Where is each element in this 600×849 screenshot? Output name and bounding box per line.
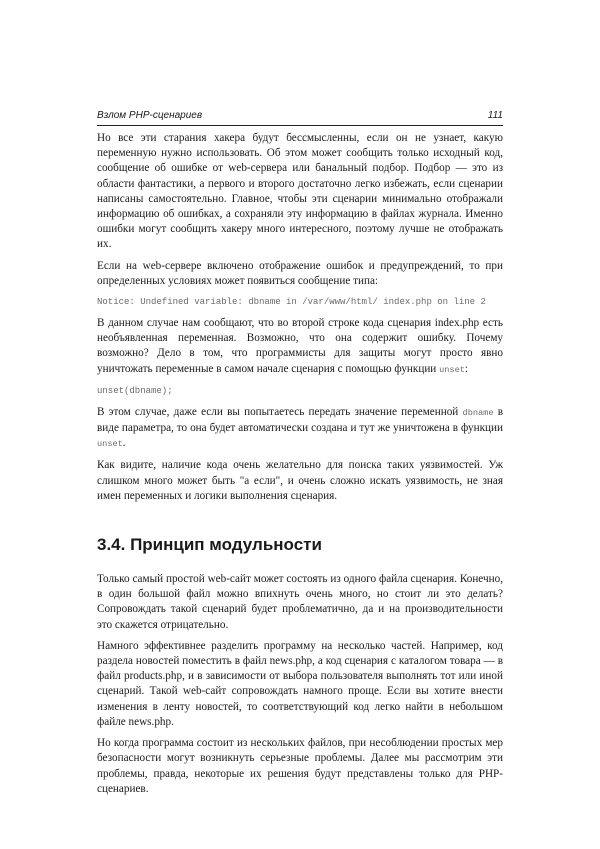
text-fragment: В этом случае, даже если вы попытаетесь передать значение переменной xyxy=(97,405,459,418)
paragraph xyxy=(97,316,503,378)
paragraph: Если на web-сервере включено отображение ошибок и предупреждений, то при определенных условиях может появиться сообщение типа: xyxy=(97,259,503,287)
text-fragment: . xyxy=(122,437,126,450)
text-fragment: : xyxy=(464,362,468,375)
running-header xyxy=(97,109,503,126)
text-fragment: В данном случае нам сообщают, что во второй строке кода сценария index.php есть необъявленная переменная. Возможно, что она содержит ошибку. Почему возможно? Дело в том, что программисты для защиты могут просто явно уничтожать переменные в самом начале сценария с помощью функции xyxy=(97,317,503,375)
paragraph: Только самый простой web-сайт может состоять из одного файла сценария. Конечно, в один большой файл можно впихнуть очень много, но стоит ли это делать? Сопровождать такой сценарий будет проблематично, да и на производительности это скажется отрицательно. xyxy=(97,573,503,631)
inline-code: dbname xyxy=(462,407,494,418)
code-listing: unset(dbname); xyxy=(97,385,173,396)
page-body xyxy=(97,131,503,803)
chapter-title: Взлом PHP-сценариев xyxy=(97,110,203,121)
page-number: 111 xyxy=(487,110,503,121)
paragraph xyxy=(97,405,503,453)
text-fragment: в виде параметра, то она будет автоматически создана и тут же уничтожена в функции xyxy=(97,405,504,435)
paragraph: Намного эффективнее разделить программу на несколько частей. Например, код раздела новостей поместить в файл news.php, а код сценария с каталогом товара — в файл products.php, и в зависимости от выбора пользователя выполнять тот или иной сценарий. Такой web-сайт сопровождать намного проще. Если вы хотите внести изменения в ленту новостей, то соответствующий код легко найти в небольшом файле news.php. xyxy=(97,639,503,728)
paragraph: Но когда программа состоит из нескольких файлов, при несоблюдении простых мер безопасности могут возникнуть серьезные проблемы. Далее мы рассмотрим эти проблемы, правда, некоторые их решения будут представлены только для PHP-сценариев. xyxy=(97,737,503,795)
code-listing: Notice: Undefined variable: dbname in /var/www/html/ index.php on line 2 xyxy=(97,297,486,308)
section-heading: 3.4. Принцип модульности xyxy=(97,535,322,555)
paragraph: Но все эти старания хакера будут бессмысленны, если он не узнает, какую переменную нужно использовать. Об этом может сообщить только исходный код, сообщение об ошибке от web-сервера или банальный подбор. Подбор — это из области фантастики, а первого и второго достаточно легко избежать, если сценарии написаны самостоятельно. Главное, чтобы эти сценарии минимально отображали информацию об ошибках, а сохраняли эту информацию в файлах журнала. Именно ошибки могут сообщить хакеру много интересного, поэтому лучше не отображать их. xyxy=(97,132,503,251)
inline-code: unset xyxy=(439,364,465,375)
paragraph: Как видите, наличие кода очень желательно для поиска таких уязвимостей. Уж слишком много может быть "а если", и очень сложно искать уязвимость, не зная имен переменных и логики выполнения сценария. xyxy=(97,459,503,502)
inline-code: unset xyxy=(97,439,123,450)
